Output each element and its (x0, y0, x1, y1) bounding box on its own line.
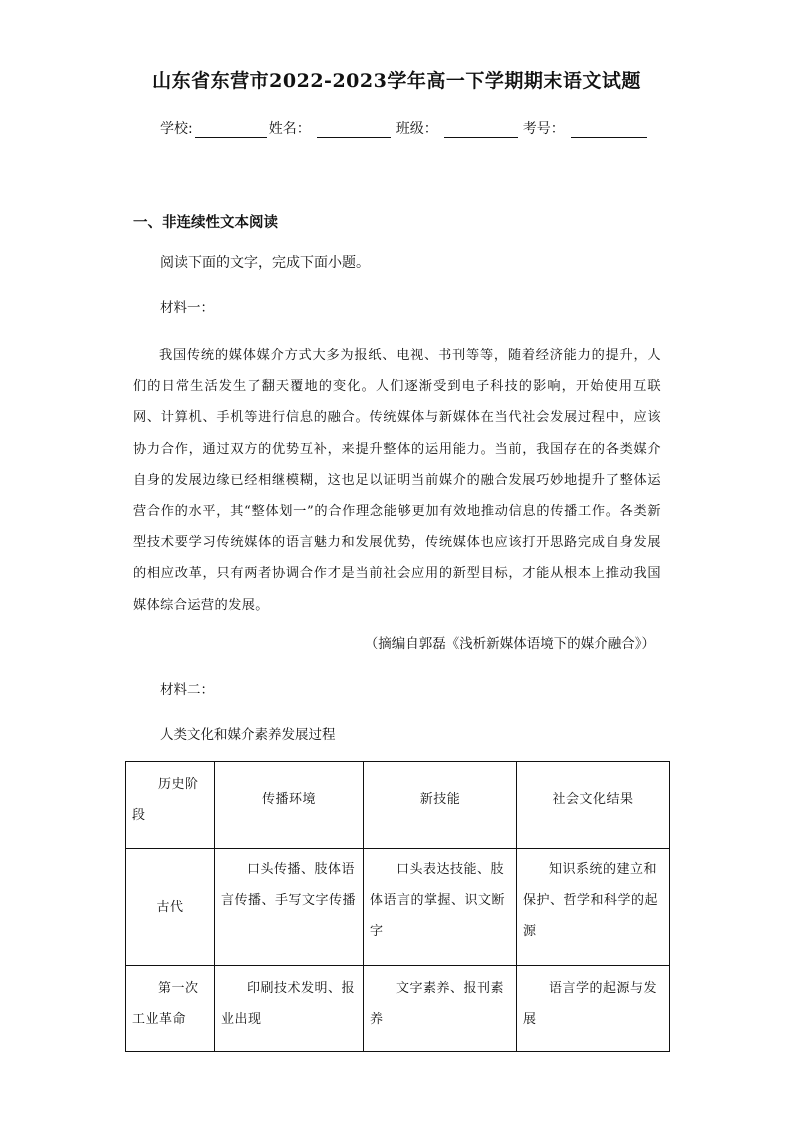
document-title: 山东省东营市2022-2023学年高一下学期期末语文试题 (152, 70, 641, 92)
material1-paragraph: 我国传统的媒体媒介方式大多为报纸、电视、书刊等等，随着经济能力的提升，人们的日常生活发生了翻天覆地的变化。人们逐渐受到电子科技的影响，开始使用互联网、计算机、手机等进行信息的融合。传统媒体与新媒体在当代社会发展过程中，应该协力合作，通过双方的优势互补，来提升整体的运用能力。当前，我国存在的各类媒介自身的发展边缘已经相继模糊，这也足以证明当前媒介的融合发展巧妙地提升了整体运营合作的水平，其“整体划一”的合作理念能够更加有效地推动信息的传播工作。各类新型技术要学习传统媒体的语言魅力和发展优势，传统媒体也应该打开思路完成自身发展的相应改革，只有两者协调合作才是当前社会应用的新型目标，才能从根本上推动我国媒体综合运营的发展。 (133, 348, 661, 613)
row2-result: 语言学的起源与发展 (523, 981, 658, 1027)
name-label: 姓名： (268, 121, 311, 137)
media-literacy-table (125, 761, 670, 1052)
section-heading: 一、非连续性文本阅读 (133, 215, 278, 231)
table-cell (517, 849, 670, 966)
header-stage: 历史阶段 (132, 777, 199, 823)
row1-result: 知识系统的建立和保护、哲学和科学的起源 (523, 862, 659, 939)
material1-source: （摘编自郭磊《浅析新媒体语境下的媒介融合》） (364, 636, 655, 652)
row1-environment: 口头传播、肢体语言传播、手写文字传播 (221, 862, 357, 908)
row2-environment: 印刷技术发明、报业出现 (221, 981, 356, 1027)
class-blank (444, 123, 518, 138)
table-header-row (126, 762, 670, 849)
table-header-cell (126, 762, 215, 849)
table-cell (215, 849, 364, 966)
table-row (126, 966, 670, 1052)
table-row (126, 849, 670, 966)
class-label: 班级： (395, 121, 438, 137)
table-header-cell (364, 762, 517, 849)
table-cell (126, 849, 215, 966)
student-info-line (160, 118, 649, 138)
row2-skills: 文字素养、报刊素养 (370, 981, 505, 1027)
table-cell (364, 849, 517, 966)
name-blank (317, 123, 391, 138)
row2-stage: 第一次工业革命 (132, 981, 199, 1027)
row1-stage: 古代 (156, 899, 184, 915)
instruction-text: 阅读下面的文字，完成下面小题。 (160, 255, 370, 271)
header-skills: 新技能 (419, 792, 461, 807)
material2-label: 材料二： (160, 682, 214, 698)
table-cell (126, 966, 215, 1052)
exam-number-label: 考号： (522, 121, 565, 137)
table-cell (364, 966, 517, 1052)
table-cell (215, 966, 364, 1052)
table-header-cell (215, 762, 364, 849)
table-header-cell (517, 762, 670, 849)
school-blank (195, 123, 267, 138)
header-environment: 传播环境 (261, 792, 316, 807)
table-caption: 人类文化和媒介素养发展过程 (160, 727, 336, 743)
material1-label: 材料一： (160, 300, 214, 316)
school-label: 学校: (160, 121, 193, 137)
header-result: 社会文化结果 (552, 792, 634, 807)
table-cell (517, 966, 670, 1052)
exam-number-blank (571, 123, 647, 138)
row1-skills: 口头表达技能、肢体语言的掌握、识文断字 (370, 862, 506, 939)
